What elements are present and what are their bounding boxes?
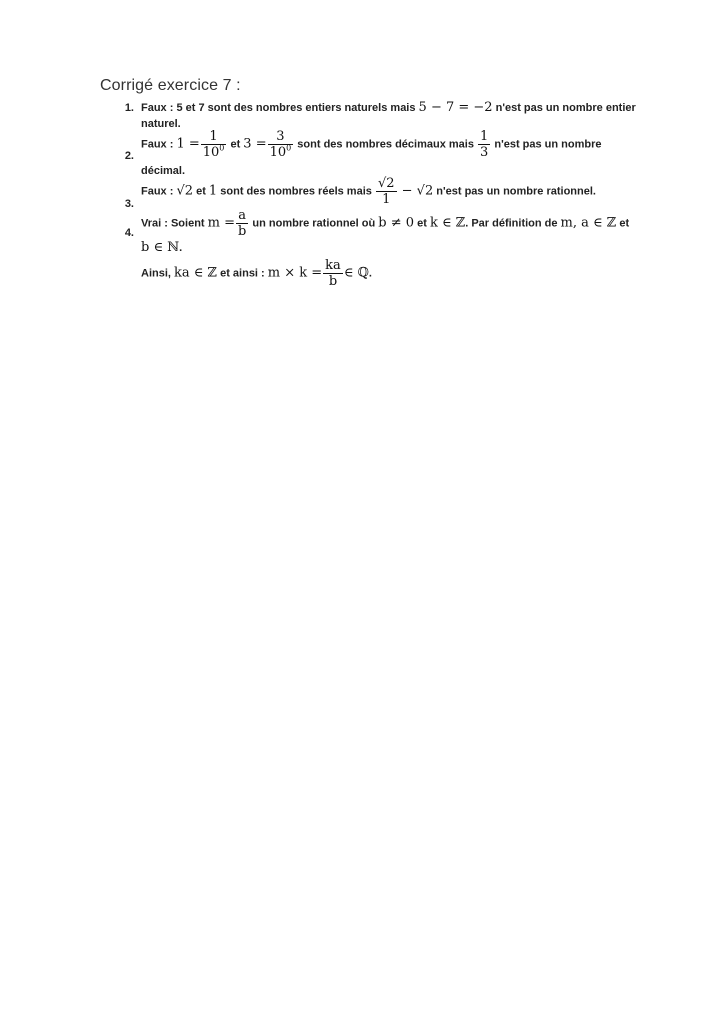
document-title: Corrigé exercice 7 : — [100, 77, 241, 94]
item-3-text: Faux : — [141, 185, 177, 198]
item-2-fraction-1 — [201, 129, 227, 160]
fraction-denominator: 3 — [480, 145, 489, 160]
item-4-math-b-in-n: b ∈ ℕ — [141, 240, 180, 255]
item-4-text-4: . Par définition de — [465, 217, 561, 230]
item-1-line-2: naturel. — [141, 118, 181, 130]
fraction-denominator: 1 — [382, 192, 391, 207]
item-3-text-end: n'est pas un nombre rationnel. — [433, 185, 596, 198]
item-4-math-m-a-in-z: m, a ∈ ℤ — [560, 215, 617, 231]
item-4-math-b-nonzero: b ≠ 0 — [378, 215, 415, 231]
item-4-line-2 — [141, 241, 182, 255]
item-3-text-et: et — [193, 185, 209, 198]
fraction-numerator: 1 — [201, 129, 227, 145]
item-4-text: Vrai : Soient — [141, 217, 208, 230]
fraction-numerator: ka — [325, 258, 341, 273]
item-3-math-one: 1 — [208, 183, 218, 199]
item-2-line-2: décimal. — [141, 165, 186, 177]
item-1-text: Faux : 5 et 7 sont des nombres entiers naturels mais — [141, 102, 419, 114]
item-2-text-end: n'est pas un nombre — [491, 138, 602, 151]
item-2-text-mid: sont des nombres décimaux mais — [294, 138, 478, 151]
fraction-numerator: a — [236, 208, 248, 224]
item-4-fraction — [236, 208, 248, 239]
item-4-text-5: et — [616, 217, 630, 230]
item-4-math-ka-in-z: ka ∈ ℤ — [174, 265, 218, 281]
fraction-denominator: b — [238, 224, 247, 239]
item-4-text-3: et — [414, 217, 430, 230]
item-4-text-2: un nombre rationnel où — [249, 217, 379, 230]
item-4-line-3-text: Ainsi, — [141, 267, 175, 280]
item-1-text-end: n'est pas un nombre entier — [492, 102, 636, 114]
item-4-number: 4. — [124, 227, 134, 239]
item-3-number: 3. — [124, 198, 134, 210]
fraction-denominator: $10^0$ — [269, 143, 292, 160]
item-4-math-mk-lhs: m × k = — [267, 265, 323, 281]
fraction-numerator: √2 — [377, 176, 395, 191]
item-4-math-k-in-z: k ∈ ℤ — [429, 215, 466, 231]
item-4-line-1 — [141, 208, 629, 239]
item-2-text: Faux : — [141, 138, 177, 151]
fraction-numerator: 1 — [480, 129, 489, 144]
item-4-line-2-text: . — [179, 242, 183, 254]
item-2-math-lhs-1: 1 = — [176, 136, 200, 152]
item-2-fraction-3 — [478, 129, 490, 160]
item-3-line-1 — [141, 176, 596, 207]
item-4-line-3-text-2: et ainsi : — [217, 267, 268, 280]
item-4-math-lhs: m = — [207, 215, 235, 231]
item-4-line-3-fraction — [323, 258, 343, 289]
item-3-text-mid: sont des nombres réels mais — [217, 185, 375, 198]
item-2-fraction-2 — [268, 129, 294, 160]
item-3-math-minus: − √2 — [397, 183, 434, 199]
fraction-denominator: $10^0$ — [202, 143, 225, 160]
item-2-math-lhs-2: 3 = — [243, 136, 267, 152]
item-2-text-et: et — [227, 138, 244, 151]
fraction-numerator: 3 — [268, 129, 294, 145]
item-4-line-3-end: . — [368, 267, 372, 280]
item-2-line-1 — [141, 129, 602, 160]
item-3-math-sqrt2: √2 — [176, 183, 194, 199]
item-1-math: 5 − 7 = −2 — [418, 100, 493, 115]
item-3-fraction — [376, 176, 397, 207]
item-2-number: 2. — [124, 150, 134, 162]
fraction-denominator: b — [328, 274, 338, 289]
item-1-number: 1. — [124, 102, 134, 114]
item-4-line-3 — [141, 258, 372, 289]
item-4-math-in-q: ∈ ℚ — [343, 265, 369, 281]
item-1-line-1 — [141, 101, 636, 115]
